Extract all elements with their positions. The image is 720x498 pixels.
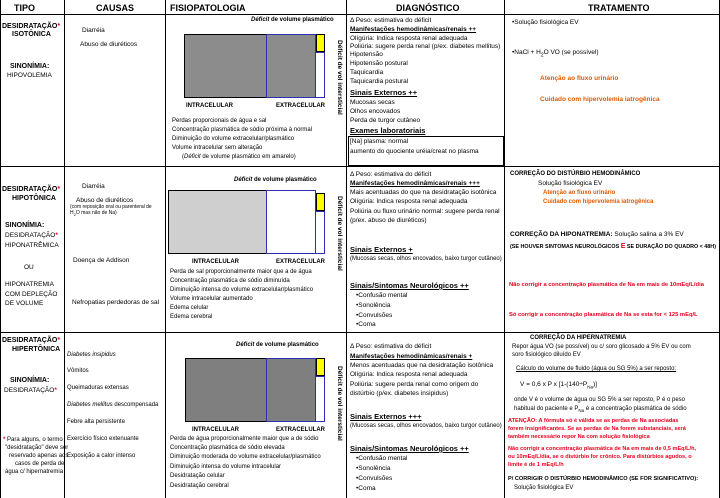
row2-diag-neuro-4: •Coma: [356, 321, 376, 328]
row3-note-6: Desidratação cerebral: [170, 483, 229, 489]
row1-diag-item-5: Taquicardia: [350, 69, 384, 76]
row2-trat-4: Cuidado com hipervolemia iatrogênica: [543, 199, 654, 205]
row2-cause-2-note: (com reposição oral ou parenteral de: [70, 204, 152, 210]
row1-diag-external-heading: Sinais Externos ++: [350, 88, 418, 97]
row2-cause-3: Doença de Addison: [73, 257, 130, 264]
row2-extracellular-label: EXTRACELULAR: [276, 259, 325, 265]
row3-cause-2: Vômitos: [67, 368, 89, 374]
row1-cause-2: Abuso de diuréticos: [80, 41, 138, 48]
row1-diag-ext-2: Olhos encovados: [350, 108, 401, 115]
row2-interstitial-axis-label: Déficit de vol intersticial: [336, 196, 343, 271]
row2-note-6: Edema cerebral: [170, 314, 213, 320]
row2-trat-1: CORREÇÃO DO DISTÚRBIO HEMODINÂMICO: [510, 171, 641, 177]
row3-diag-item-3: Poliúria: sugere perda renal como origem do: [350, 381, 479, 388]
header-diagnostico: DIAGNÓSTICO: [396, 3, 460, 13]
row3-note-1: Perda de água proporcionalmente maior que a de sódio: [170, 436, 319, 442]
row3-trat-5: onde V é o volume de água ou SG 5% a ser reposto, P é o peso: [514, 397, 686, 403]
row2-diag-item-2: Olígúria: Indica resposta renal adequada: [350, 198, 468, 205]
row3-plasma-deficit: [316, 358, 325, 376]
row2-trat-6: (SE HOUVER SINTOMAS NEUROLÓGICOS E SE DURAÇÃO DO QUADRO < 48H): [510, 243, 716, 250]
row3-interstitial: [316, 376, 325, 422]
row2-diag-hemodynamic-heading: Manifestações hemodinâmicas/renais +++: [350, 180, 480, 187]
row1-diag-hemodynamic-heading: Manifestações hemodinâmicas/renais ++: [350, 26, 477, 33]
header-tipo: TIPO: [14, 3, 36, 13]
row2-trat-3: Atenção ao fluxo urinário: [543, 190, 616, 196]
row3-trat-2: Repor água VO (se possível) ou c/ soro glicosado a 5% EV ou com: [512, 344, 691, 350]
row3-cause-6: Exercício físico extenuante: [67, 436, 139, 442]
col-border-left: [0, 0, 1, 498]
row3-diag-hemodynamic-heading: Manifestações hemodinâmicas/renais +: [350, 353, 473, 360]
row-divider-2: [0, 332, 720, 333]
row3-diag-item-4: distúrbio (p/ex. diabetes insipidus): [350, 390, 449, 397]
row3-diag-item-2: Olígúria: Indica resposta renal adequada: [350, 371, 468, 378]
row2-diag-weight: Δ Peso: estimativa do déficit: [350, 171, 432, 178]
row2-note-2: Concentração plasmática de sódio diminuída: [170, 278, 290, 284]
row1-trat-3: Atenção ao fluxo urinário: [540, 75, 619, 82]
row3-diag-weight: Δ Peso: estimativa do déficit: [350, 343, 432, 350]
row1-type-line2: ISOTÔNICA: [12, 31, 51, 38]
row3-diag-neuro-3: •Convulsões: [356, 475, 393, 482]
row3-note-5: Desidratação celular: [170, 473, 225, 479]
row2-cause-2-note2: $H_2O$ mas não de Na): [70, 210, 117, 217]
row1-note-3: Diminuição do volume extracelular/plasmático: [172, 136, 295, 142]
row3-synonym-1: DESIDRATAÇÃO*: [4, 387, 57, 394]
row1-note-4: Volume intracelular sem alteração: [172, 145, 263, 151]
row1-synonym-value: HIPOVOLEMIA: [7, 72, 52, 79]
row3-trat-4: Cálculo do volume de fluido (água ou SG 5%) a ser reposto:: [516, 366, 677, 372]
row3-diag-external-heading: Sinais Externos +++: [350, 412, 422, 421]
row2-synonym-2: HIPONATRÊMICA: [5, 242, 59, 249]
row2-trat-7: Não corrigir a concentração plasmática de Na em mais de 10mEq/L/dia: [509, 282, 704, 288]
row3-trat-formula: V = 0,6 x P x $[1-(140\div P_{Na})]$: [520, 381, 597, 390]
row3-trat-13: P/ CORRIGIR O DISTÚRBIO HEMODINÂMICO (SE FOR SIGNIFICATIVO):: [508, 476, 699, 482]
row2-cause-4: Nefropatias perdedoras de sal: [72, 299, 160, 306]
header-causas: CAUSAS: [96, 3, 135, 13]
row3-diag-neuro-1: •Confusão mental: [356, 455, 408, 462]
row2-note-5: Edema celular: [170, 305, 209, 311]
row2-extracellular-fill: [266, 190, 316, 254]
row1-interstitial-axis-label: Déficit de vol intersticial: [336, 40, 343, 115]
row3-interstitial-axis-label: Déficit de vol intersticial: [336, 366, 343, 441]
row3-intracellular-label: INTRACELULAR: [192, 427, 239, 433]
row1-diag-ext-3: Perda de turgor cutâneo: [350, 117, 421, 124]
row3-cause-3: Queimaduras extensas: [67, 385, 129, 391]
row1-diag-ext-1: Mucosas secas: [350, 99, 395, 106]
row1-note-1: Perdas proporcionais de água e sal: [172, 118, 267, 124]
row3-cause-1: Diabetes insipidus: [67, 352, 116, 358]
row2-intracellular-label: INTRACELULAR: [192, 259, 239, 265]
row3-type-line2: HIPERTÔNICA: [12, 346, 61, 353]
row2-plasma-deficit: [316, 193, 325, 211]
row2-trat-2: Solução fisiológica EV: [538, 180, 603, 187]
row3-footnote-3: reservado apenas aos: [9, 453, 69, 459]
row1-diag-item-3: Hipotensão: [350, 51, 383, 58]
row3-note-3: Diminuição moderada do volume extracelular/plasmático: [170, 454, 321, 460]
col-divider-3: [346, 0, 347, 498]
row2-diag-neuro-heading: Sinais/Sintomas Neurológicos ++: [350, 281, 469, 290]
row1-intracellular-label: INTRACELULAR: [186, 103, 233, 109]
row2-trat-8: Só corrigir a concentração plasmática de Na se esta for < 125 mEq/L: [509, 312, 698, 318]
row2-type-line1: DESIDRATAÇÃO*: [2, 186, 61, 193]
row2-diag-item-4: (p/ex. abuso de diuréticos): [350, 217, 427, 224]
row1-trat-2: •NaCl + $H_2O$ VO (se possível): [512, 49, 599, 59]
row1-note-5: (Déficit de volume plasmático em amarelo): [182, 154, 296, 160]
row3-diag-external: (Mucosas secas, olhos encovados, baixo turgor cutâneo): [350, 423, 502, 429]
row3-note-4: Diminuição intensa do volume intracelular: [170, 464, 282, 470]
row3-deficit-title: Déficit de volume plasmático: [236, 342, 319, 348]
row2-diag-external: (Mucosas secas, olhos encovados, baixo turgor cutâneo): [350, 256, 502, 262]
row1-diag-item-4: Hipotensão postural: [350, 60, 408, 67]
row3-extracellular-label: EXTRACELULAR: [276, 427, 325, 433]
row3-extracellular-compartment: [266, 358, 316, 422]
row1-diag-lab-2: aumento do quociente uréia/creat no plasma: [350, 148, 479, 155]
row2-diag-neuro-2: •Sonolência: [356, 302, 391, 309]
row3-footnote-5: água c/ hipernatremia: [5, 469, 64, 475]
row3-footnote-2: "desidratação" deve ser: [5, 445, 69, 451]
row1-type-line1: DESIDRATAÇÃO*: [2, 23, 61, 30]
row3-trat-6: habitual do paciente e $P_{Na}$ é a concentração plasmática de sódio: [514, 406, 687, 414]
row3-trat-10: Não corrigir a concentração plasmática de Na em mais de 0,5 mEq/L/h,: [508, 446, 697, 452]
row3-trat-11: ou 10mEq/L/dia, se o distúrbio for crônico. Para distúrbios agudos, o: [508, 454, 692, 460]
row2-deficit-title: Déficit de volume plasmático: [234, 177, 317, 183]
row2-cause-1: Diarréia: [82, 183, 105, 190]
row2-cause-2: Abuso de diuréticos: [76, 197, 134, 204]
row3-trat-9: também necessário repor Na com solução fisiológica: [508, 434, 650, 440]
row3-footnote-4: casos de perda de: [15, 461, 65, 467]
row-divider-1: [0, 166, 720, 167]
row3-diag-neuro-2: •Sonolência: [356, 465, 391, 472]
row1-interstitial: [316, 52, 325, 98]
row1-plasma-deficit: [316, 34, 325, 52]
row2-or: OU: [24, 264, 34, 271]
row2-synonym-3: HIPONATREMIA: [5, 281, 54, 288]
row1-extracellular-label: EXTRACELULAR: [276, 103, 325, 109]
row3-cause-7: Exposição a calor intenso: [67, 453, 136, 459]
row1-deficit-title: Déficit de volume plasmático: [251, 17, 334, 23]
row1-trat-4: Cuidado com hipervolemia iatrogênica: [540, 96, 660, 103]
row1-note-2: Concentração plasmática de sódio próxima à normal: [172, 127, 313, 133]
row1-diag-lab-1: [Na] plasma: normal: [350, 138, 409, 145]
row3-cause-5: Febre alta persistente: [67, 419, 126, 425]
row3-trat-12: limite é de 1 mEq/L/h: [508, 462, 564, 468]
row3-trat-1: CORREÇÃO DA HIPERNATREMIA: [530, 335, 627, 341]
row1-diag-item-2: Poliúria: sugere perda renal (p/ex. diabetes mellitus): [350, 43, 501, 50]
row3-type-line1: DESIDRATAÇÃO*: [2, 337, 61, 344]
row2-diag-item-3: Poliúria ou fluxo urinário normal: sugere perda renal: [350, 208, 500, 215]
row2-note-3: Diminuição intensa do volume extracelular/plasmático: [170, 287, 314, 293]
row3-trat-8: forem insignificantes. Se as perdas de Na forem substanciais, será: [508, 426, 686, 432]
row1-diag-lab-heading: Exames laboratoriais: [350, 126, 426, 135]
row2-diag-neuro-3: •Convulsões: [356, 312, 393, 319]
row1-trat-1: •Solução fisiológica EV: [512, 19, 579, 26]
row3-diag-neuro-heading: Sinais/Sintomas Neurológicos ++: [350, 444, 469, 453]
col-divider-2: [165, 0, 166, 498]
row3-trat-3: soro fisiológico diluído EV: [512, 352, 581, 358]
row2-type-line2: HIPOTÔNICA: [12, 195, 56, 202]
header-fisiopatologia: FISIOPATOLOGIA: [170, 3, 246, 13]
row3-diag-neuro-4: •Coma: [356, 485, 376, 492]
row1-diag-item-1: Olígúria: Indica resposta renal adequada: [350, 35, 468, 42]
row1-synonym-label: SINONÍMIA:: [10, 63, 50, 70]
row2-diag-external-heading: Sinais Externos +: [350, 245, 413, 254]
row3-synonym-label: SINONÍMIA:: [10, 377, 50, 384]
row3-footnote-1: * Para alguns, o termo: [3, 437, 63, 443]
row2-note-1: Perda de sal proporcionalmente maior que a de água: [170, 269, 312, 275]
row2-synonym-label: SINONÍMIA:: [5, 222, 45, 229]
row2-synonym-5: DE VOLUME: [5, 300, 44, 307]
row1-cause-1: Diarréia: [82, 27, 105, 34]
row2-synonym-1: DESIDRATAÇÃO*: [5, 232, 58, 239]
row2-note-4: Volume intracelular aumentado: [170, 296, 253, 302]
header-tratamento: TRATAMENTO: [588, 3, 650, 13]
row1-diag-item-6: Taquicardia postural: [350, 78, 409, 85]
row3-trat-7: ATENÇÃO: A fórmula só é válida se as perdas de Na associadas: [508, 418, 679, 424]
col-divider-1: [64, 0, 65, 498]
row3-cause-4: Diabetes mellitus descompensada: [67, 402, 159, 408]
row1-diag-weight: Δ Peso: estimativa do déficit: [350, 17, 432, 24]
row2-synonym-4: COM DEPLEÇÃO: [5, 291, 58, 298]
row3-trat-14: Solução fisiológica EV: [514, 485, 574, 491]
row1-extracellular-compartment: [266, 34, 316, 98]
row2-diag-neuro-1: •Confusão mental: [356, 292, 408, 299]
row3-note-2: Concentração plasmática de sódio elevada: [170, 445, 285, 451]
row2-diag-item-1: Mais acentuadas do que na desidratação isotônica: [350, 189, 497, 196]
row2-trat-5: CORREÇÃO DA HIPONATREMIA: Solução salina a 3% EV: [510, 231, 684, 238]
header-divider: [0, 14, 720, 15]
row3-diag-item-1: Menos acentuadas que na desidratação isotônica: [350, 362, 494, 369]
col-divider-4: [504, 0, 505, 498]
row2-interstitial: [316, 211, 325, 254]
